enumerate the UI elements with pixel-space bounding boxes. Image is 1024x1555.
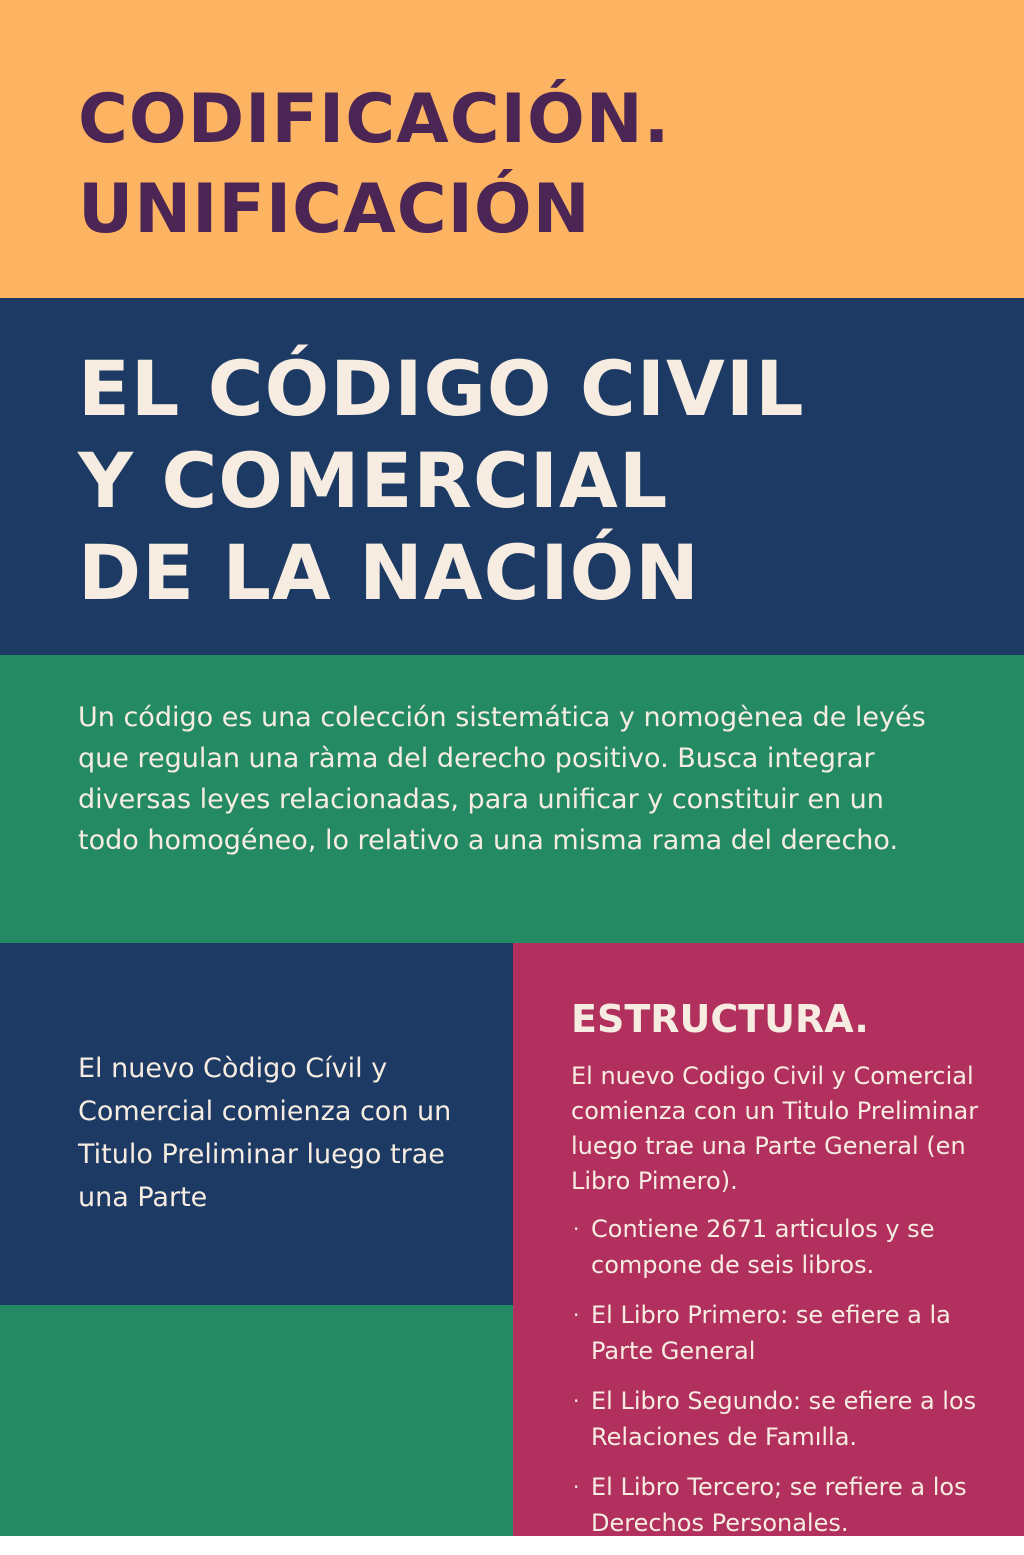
bullet-dot-icon: · bbox=[573, 1303, 580, 1327]
left-green-block bbox=[0, 1305, 513, 1536]
bullet-dot-icon: · bbox=[573, 1217, 580, 1241]
bullet-text: Contiene 2671 articulos y se compone de seis libros. bbox=[591, 1215, 935, 1279]
bullet-item bbox=[571, 1297, 1011, 1369]
bullet-text: El Libro Tercero; se refiere a los Derechos Personales. bbox=[591, 1473, 967, 1537]
estructura-heading: ESTRUCTURA. bbox=[571, 997, 869, 1041]
header-title-line-1: CODIFICACIÓN. bbox=[78, 80, 671, 159]
estructura-intro: El nuevo Codigo Civil y Comercial comienza con un Titulo Preliminar luego trae una Parte General (en Libro Pimero). bbox=[571, 1062, 979, 1195]
left-panel-text: El nuevo Còdigo Cívil y Comercial comienza con un Titulo Preliminar luego trae una Parte bbox=[78, 1053, 452, 1213]
bullet-text: El Libro Segundo: se efiere a los Relaciones de Famılla. bbox=[591, 1387, 977, 1451]
main-title-line-3: DE LA NACIÓN bbox=[78, 528, 700, 617]
definition-text: Un código es una colección sistemática y nomogènea de leyés que regulan una ràma del derecho positivo. Busca integrar diversas leyes relacionadas, para unificar y constituir en un todo homogéneo, lo relativo a una misma rama del derecho. bbox=[78, 702, 926, 856]
bullet-item bbox=[571, 1469, 1011, 1541]
main-title-line-1: EL CÓDIGO CIVIL bbox=[78, 344, 805, 433]
left-panel bbox=[0, 943, 513, 1305]
header-band bbox=[0, 0, 1024, 298]
header-title-line-2: UNIFICACIÓN bbox=[78, 170, 591, 249]
bullet-item bbox=[571, 1211, 1011, 1283]
main-title-band bbox=[0, 298, 1024, 655]
main-title-line-2: Y COMERCIAL bbox=[78, 436, 669, 525]
bullet-item bbox=[571, 1383, 1011, 1455]
estructura-bullet-list bbox=[571, 1211, 1011, 1555]
bullet-dot-icon: · bbox=[573, 1475, 580, 1499]
estructura-panel bbox=[513, 943, 1024, 1536]
bullet-text: El Libro Primero: se efiere a la Parte General bbox=[591, 1301, 951, 1365]
definition-band bbox=[0, 655, 1024, 943]
bullet-dot-icon: · bbox=[573, 1389, 580, 1413]
